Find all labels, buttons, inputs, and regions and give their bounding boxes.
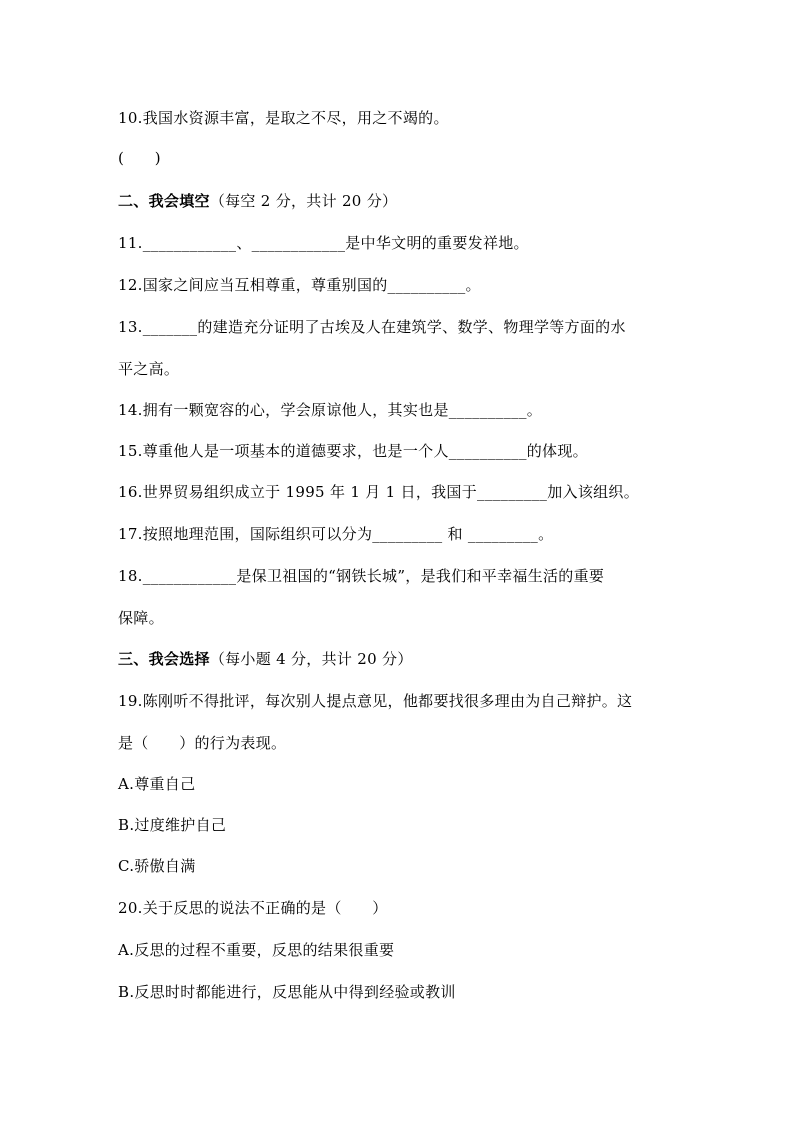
question-19-option-c: C.骄傲自满 bbox=[118, 857, 196, 875]
question-19-option-a: A.尊重自己 bbox=[118, 775, 196, 793]
question-20: 20.关于反思的说法不正确的是（ ） bbox=[118, 899, 388, 917]
question-19-line-1: 19.陈刚听不得批评，每次别人提点意见，他都要找很多理由为自己辩护。这 bbox=[118, 692, 633, 710]
section-3-title: 三、我会选择 bbox=[118, 650, 210, 668]
section-3-note: （每小题 4 分，共计 20 分） bbox=[209, 650, 413, 668]
question-10: 10.我国水资源丰富，是取之不尽，用之不竭的。 bbox=[118, 109, 449, 127]
question-19-line-2: 是（ ）的行为表现。 bbox=[118, 734, 287, 752]
question-15: 15.尊重他人是一项基本的道德要求，也是一个人__________的体现。 bbox=[118, 442, 588, 460]
question-17: 17.按照地理范围，国际组织可以分为_________ 和 _________。 bbox=[118, 525, 554, 543]
section-2-title: 二、我会填空 bbox=[118, 192, 210, 210]
question-13-line-2: 平之高。 bbox=[118, 360, 180, 378]
section-2-heading bbox=[118, 191, 397, 211]
question-20-option-a: A.反思的过程不重要，反思的结果很重要 bbox=[118, 941, 395, 959]
question-16: 16.世界贸易组织成立于 1995 年 1 月 1 日，我国于_________加入该组织。 bbox=[118, 483, 640, 501]
question-14: 14.拥有一颗宽容的心，学会原谅他人，其实也是__________。 bbox=[118, 401, 543, 419]
question-10-answer-paren: ( ) bbox=[118, 149, 161, 167]
question-20-option-b: B.反思时时都能进行，反思能从中得到经验或教训 bbox=[118, 983, 456, 1001]
question-18-line-1: 18.____________是保卫祖国的“钢铁长城”，是我们和平幸福生活的重要 bbox=[118, 567, 605, 585]
question-13-line-1: 13._______的建造充分证明了古埃及人在建筑学、数学、物理学等方面的水 bbox=[118, 318, 626, 336]
question-11: 11.____________、____________是中华文明的重要发祥地。 bbox=[118, 234, 529, 252]
section-2-note: （每空 2 分，共计 20 分） bbox=[209, 192, 398, 210]
question-18-line-2: 保障。 bbox=[118, 609, 164, 627]
question-12: 12.国家之间应当互相尊重，尊重别国的__________。 bbox=[118, 276, 481, 294]
section-3-heading bbox=[118, 649, 413, 669]
question-19-option-b: B.过度维护自己 bbox=[118, 816, 227, 834]
